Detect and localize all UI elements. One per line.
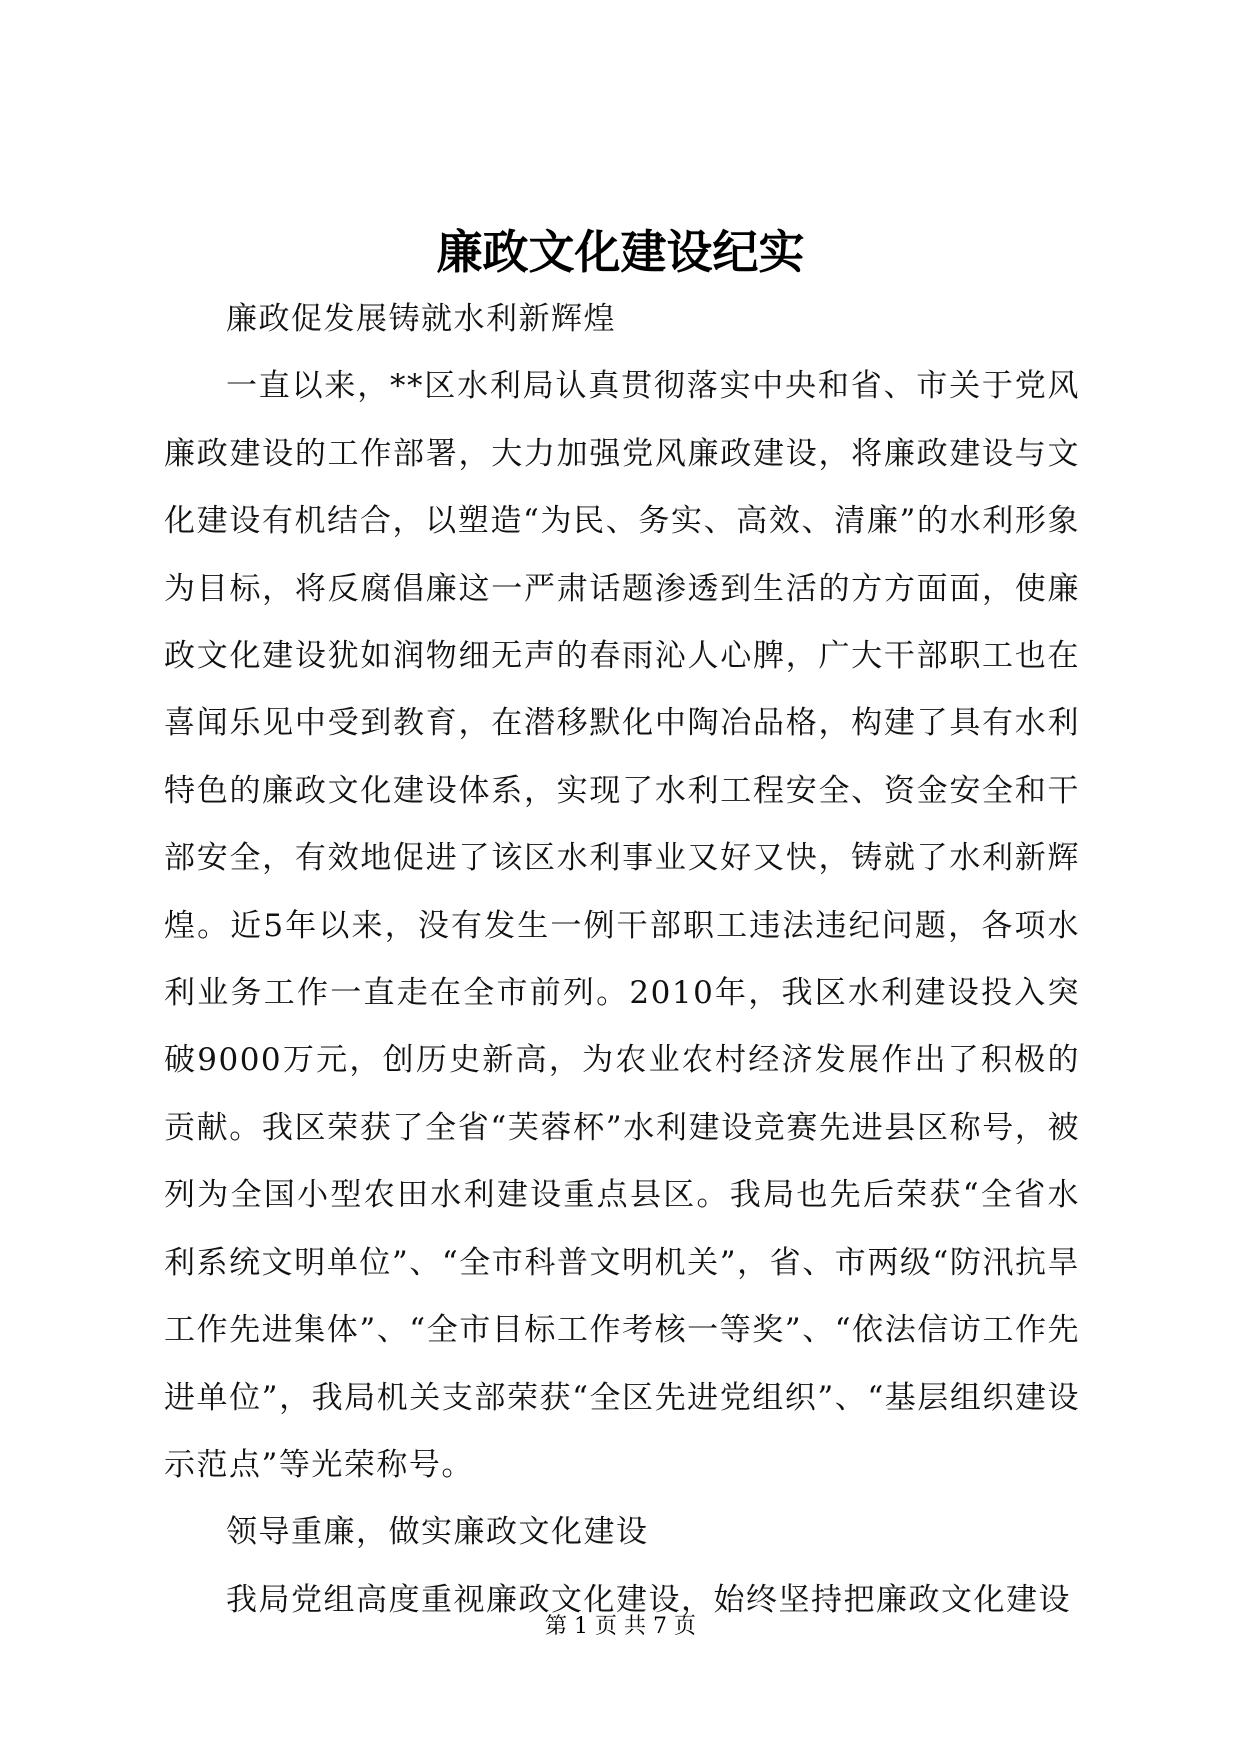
document-body — [164, 286, 1080, 1634]
section-heading: 领导重廉，做实廉政文化建设 — [226, 1514, 649, 1551]
page-number: 第 1 页 共 7 页 — [545, 1614, 696, 1639]
document-title: 廉政文化建设纪实 — [436, 225, 805, 279]
section-heading: 廉政促发展铸就水利新辉煌 — [226, 301, 616, 337]
body-paragraph: 我局党组高度重视廉政文化建设，始终坚持把廉政文化建设 — [226, 1581, 1071, 1618]
body-paragraph: 一直以来，**区水利局认真贯彻落实中央和省、市关于党风廉政建设的工作部署，大力加强党风廉政建设，将廉政建设与文化建设有机结合，以塑造“为民、务实、高效、清廉”的水利形象为目标，将反腐倡廉这一严肃话题渗透到生活的方方面面，使廉政文化建设犹如润物细无声的春雨沁人心脾，广大干部职工也在喜闻乐见中受到教育，在潜移默化中陶冶品格，构建了具有水利特色的廉政文化建设体系，实现了水利工程安全、资金安全和干部安全，有效地促进了该区水利事业又好又快，铸就了水利新辉煌。近5年以来，没有发生一例干部职工违法违纪问题，各项水利业务工作一直走在全市前列。2010年，我区水利建设投入突破9000万元，创历史新高，为农业农村经济发展作出了积极的贡献。我区荣获了全省“芙蓉杯”水利建设竞赛先进县区称号，被列为全国小型农田水利建设重点县区。我局也先后荣获“全省水利系统文明单位”、“全市科普文明机关”，省、市两级“防汛抗旱工作先进集体”、“全市目标工作考核一等奖”、“依法信访工作先进单位”，我局机关支部荣获“全区先进党组织”、“基层组织建设示范点”等光荣称号。 — [164, 368, 1080, 1483]
